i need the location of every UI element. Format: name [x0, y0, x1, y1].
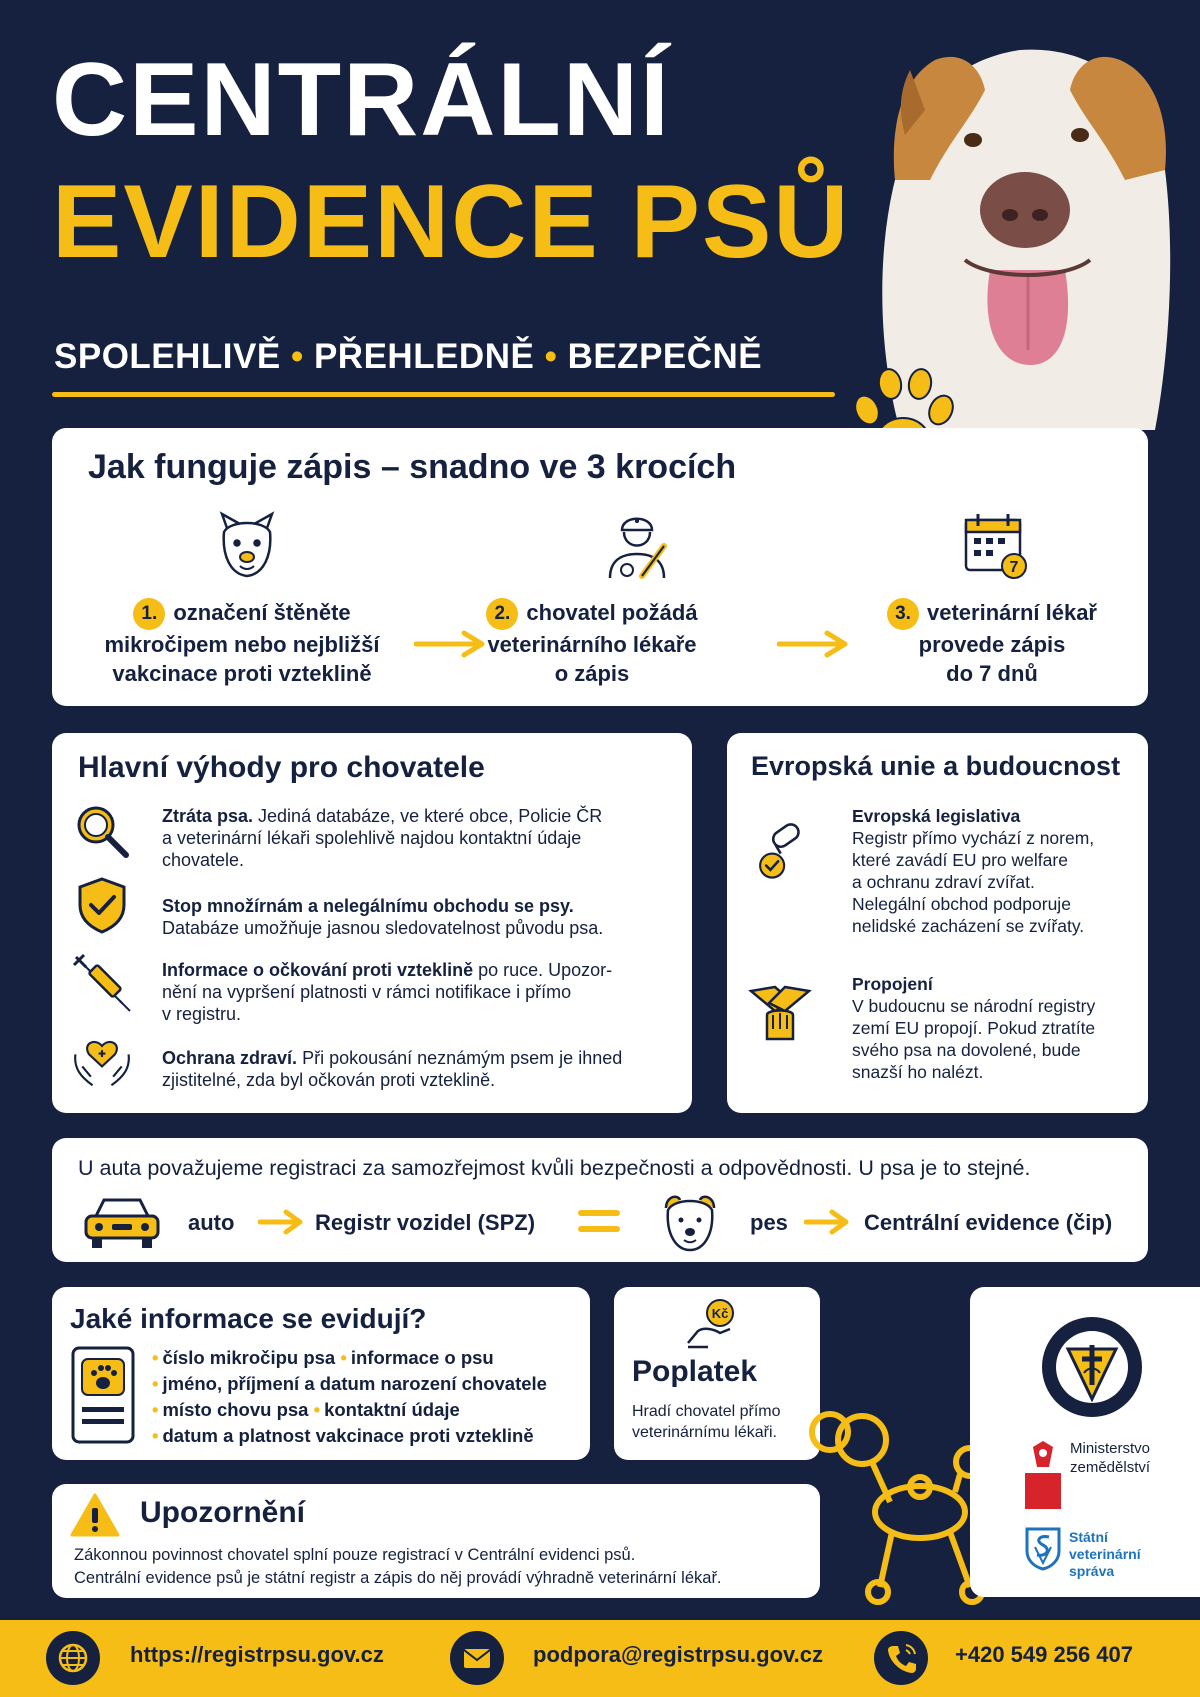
globe-icon [46, 1631, 100, 1685]
warning-card [52, 1484, 820, 1598]
tagline-underline [52, 392, 835, 397]
step-2-number: 2. [486, 598, 518, 630]
benefit-lost-dog: Ztráta psa. Jediná databáze, ve které obce, Policie ČR a veterinární lékaři spolehlivě najdou kontaktní údaje chovatele. [162, 806, 603, 870]
tagline [54, 337, 762, 377]
arrow-right-icon [258, 1208, 306, 1236]
tagline-safely: BEZPEČNĚ [567, 337, 763, 376]
car-comparison-card [52, 1138, 1148, 1262]
warning-icon [70, 1492, 120, 1538]
car-label: auto [188, 1210, 235, 1235]
fee-text: Hradí chovatel přímo veterinárnímu lékaři. [632, 1403, 781, 1441]
veterinarian-icon [602, 510, 672, 580]
fee-card [614, 1287, 820, 1460]
car-sentence: U auta považujeme registraci za samozřejmost kvůli bezpečnosti a odpovědnosti. U psa je to stejné. [78, 1156, 1031, 1180]
step-3 [852, 598, 1132, 688]
hands-heart-icon [72, 1033, 132, 1093]
step-3-line-3: do 7 dnů [946, 661, 1038, 687]
ministry-name: Ministerstvo zemědělství [1070, 1440, 1151, 1476]
step-1-line-3: vakcinace proti vzteklině [112, 661, 372, 687]
tagline-clearly: PŘEHLEDNĚ [313, 337, 535, 376]
benefits-title: Hlavní výhody pro chovatele [78, 751, 485, 784]
eu-legislation: Evropská legislativa Registr přímo vychází z norem, které zavádí EU pro welfare a ochranu zdraví zvířat. Nelegální obchod podporuje nelidské zacházení se zvířaty. [852, 806, 1095, 936]
dog-label: pes [750, 1210, 788, 1235]
mail-icon [450, 1631, 504, 1685]
arrow-right-icon [804, 1208, 852, 1236]
logos-panel [970, 1287, 1200, 1597]
steps-title: Jak funguje zápis – snadno ve 3 krocích [88, 448, 737, 486]
info-row-3: • místo chovu psa • kontaktní údaje [152, 1399, 460, 1420]
equals-icon [576, 1206, 622, 1236]
phone-icon [874, 1631, 928, 1685]
arrow-right-icon [777, 630, 852, 658]
magnifier-icon [72, 801, 132, 861]
recorded-info-card [52, 1287, 590, 1460]
step-2 [452, 598, 732, 688]
footer [0, 1620, 1200, 1697]
id-card-icon [70, 1345, 136, 1445]
email-link[interactable]: podpora@registrpsu.gov.cz [533, 1642, 823, 1667]
veterinary-chamber-logo [1040, 1315, 1145, 1420]
handshake-icon [745, 977, 815, 1047]
coin-hand-icon [684, 1297, 744, 1349]
fee-title: Poplatek [632, 1355, 758, 1388]
dog-face-icon [658, 1190, 722, 1254]
step-1 [82, 598, 402, 688]
central-dog-registry: Centrální evidence (čip) [864, 1210, 1113, 1235]
svg-text:7: 7 [1009, 559, 1019, 576]
svs-logo [1025, 1527, 1061, 1571]
benefit-health-protection: Ochrana zdraví. Při pokousání neznámým psem je ihned zjistitelné, zda byl očkován proti vzteklině. [162, 1048, 623, 1090]
step-2-line-2: veterinárního lékaře [487, 632, 697, 658]
step-1-line-1: označení štěněte [173, 600, 351, 625]
vehicle-registry: Registr vozidel (SPZ) [315, 1210, 536, 1235]
website-link[interactable]: https://registrpsu.gov.cz [130, 1642, 384, 1667]
svs-name: Státní veterinární správa [1069, 1529, 1141, 1579]
dog-icon [212, 510, 282, 580]
tagline-separator: • [544, 337, 558, 376]
stamp-icon [749, 821, 809, 881]
car-icon [82, 1194, 162, 1250]
svg-text:Kč: Kč [711, 1306, 729, 1321]
step-2-line-3: o zápis [554, 661, 630, 687]
phone-number[interactable]: +420 549 256 407 [955, 1642, 1134, 1667]
step-1-number: 1. [133, 598, 165, 630]
syringe-icon [72, 953, 132, 1013]
title-line-1: CENTRÁLNÍ [52, 42, 671, 158]
step-2-line-1: chovatel požádá [526, 600, 698, 625]
info-row-1: • číslo mikročipu psa • informace o psu [152, 1347, 494, 1368]
tagline-separator: • [290, 337, 304, 376]
benefits-card [52, 733, 692, 1113]
info-row-2: • jméno, příjmení a datum narození chovatele [152, 1373, 547, 1394]
warning-text: Zákonnou povinnost chovatel splní pouze registrací v Centrální evidenci psů. Centrální evidence psů je státní registr a zápis do něj provádí výhradně veterinární lékař. [74, 1546, 722, 1587]
ministry-flag-logo [1025, 1435, 1061, 1509]
shield-check-icon [72, 875, 132, 935]
eu-card [727, 733, 1148, 1113]
calendar-icon [960, 510, 1030, 580]
step-3-line-1: veterinární lékař [927, 600, 1097, 625]
steps-card [52, 428, 1148, 706]
info-title: Jaké informace se evidují? [70, 1303, 427, 1334]
tagline-reliably: SPOLEHLIVĚ [54, 337, 281, 376]
info-list [152, 1345, 547, 1449]
step-1-line-2: mikročipem nebo nejbližší [104, 632, 380, 658]
step-3-number: 3. [887, 598, 919, 630]
eu-title: Evropská unie a budoucnost [751, 751, 1121, 781]
benefit-stop-puppy-mills: Stop množírnám a nelegálnímu obchodu se psy. Databáze umožňuje jasnou sledovatelnost původu psa. [162, 896, 604, 938]
info-row-4: • datum a platnost vakcinace proti vzteklině [152, 1425, 534, 1446]
title-line-2: EVIDENCE PSŮ [52, 164, 851, 280]
step-3-line-2: provede zápis [918, 632, 1066, 658]
eu-connection: Propojení V budoucnu se národní registry zemí EU propojí. Pokud ztratíte svého psa na dovolené, bude snazší ho nalézt. [852, 974, 1096, 1082]
benefit-vaccination-info: Informace o očkování proti vzteklině po ruce. Upozor- nění na vypršení platnosti v rámci notifikace i přímo v registru. [162, 960, 613, 1024]
warning-title: Upozornění [140, 1496, 305, 1529]
